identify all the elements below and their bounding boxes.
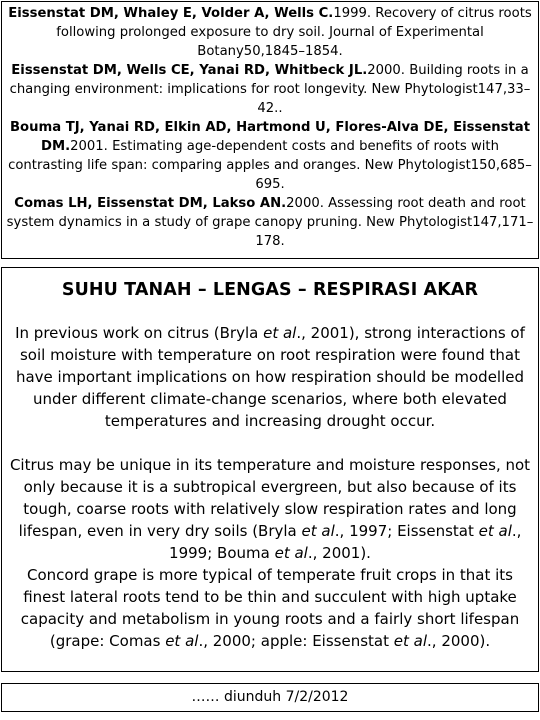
paragraph-citrus-previous-work: In previous work on citrus (Bryla et al., 2001), strong interactions of soil moisture with temperature on root respiration were found that have important implications on how respiration should be modelled under different climate-change scenarios, where both elevated temperatures and increasing drought occur. [15,324,525,430]
reference-4 [6,194,534,251]
reference-authors: Comas LH, Eissenstat DM, Lakso AN. [14,196,287,211]
reference-3 [6,118,534,194]
reference-text: 1999. Recovery of citrus roots following prolonged exposure to dry soil. Journal of Experimental Botany50,1845–1854. [56,6,532,59]
reference-2 [6,61,534,118]
footer-box [1,683,539,712]
reference-text: 2000. Assessing root death and root system dynamics in a study of grape canopy pruning. New Phytologist147,171–178. [6,196,534,249]
reference-authors: Eissenstat DM, Whaley E, Volder A, Wells C. [8,6,334,21]
main-content-box [1,267,539,672]
paragraph-citrus-unique: Citrus may be unique in its temperature and moisture responses, not only because it is a subtropical evergreen, but also because of its tough, coarse roots with relatively slow respiration rates and long lifespan, even in very dry soils (Bryla et al., 1997; Eissenstat et al., 1999; Bouma et al., 2001). [9,456,531,562]
download-date-text: …… diunduh 7/2/2012 [191,689,349,705]
section-title: SUHU TANAH – LENGAS – RESPIRASI AKAR [61,280,479,300]
reference-text: 2000. Building roots in a changing environment: implications for root longevity. New Phytologist147,33–42.. [9,63,531,116]
reference-text: 2001. Estimating age-dependent costs and benefits of roots with contrasting life span: comparing apples and oranges. New Phytologist150,685–695. [8,139,532,192]
reference-authors: Bouma TJ, Yanai RD, Elkin AD, Hartmond U, Flores-Alva DE, Eissenstat DM. [9,120,531,154]
references-box [1,1,539,259]
reference-authors: Eissenstat DM, Wells CE, Yanai RD, Whitbeck JL. [11,63,368,78]
reference-1 [6,4,534,61]
paragraph-concord-grape: Concord grape is more typical of temperate fruit crops in that its finest lateral roots tend to be thin and succulent with high uptake capacity and metabolism in young roots and a fairly short lifespan (grape: Comas et al., 2000; apple: Eissenstat et al., 2000). [20,566,520,650]
